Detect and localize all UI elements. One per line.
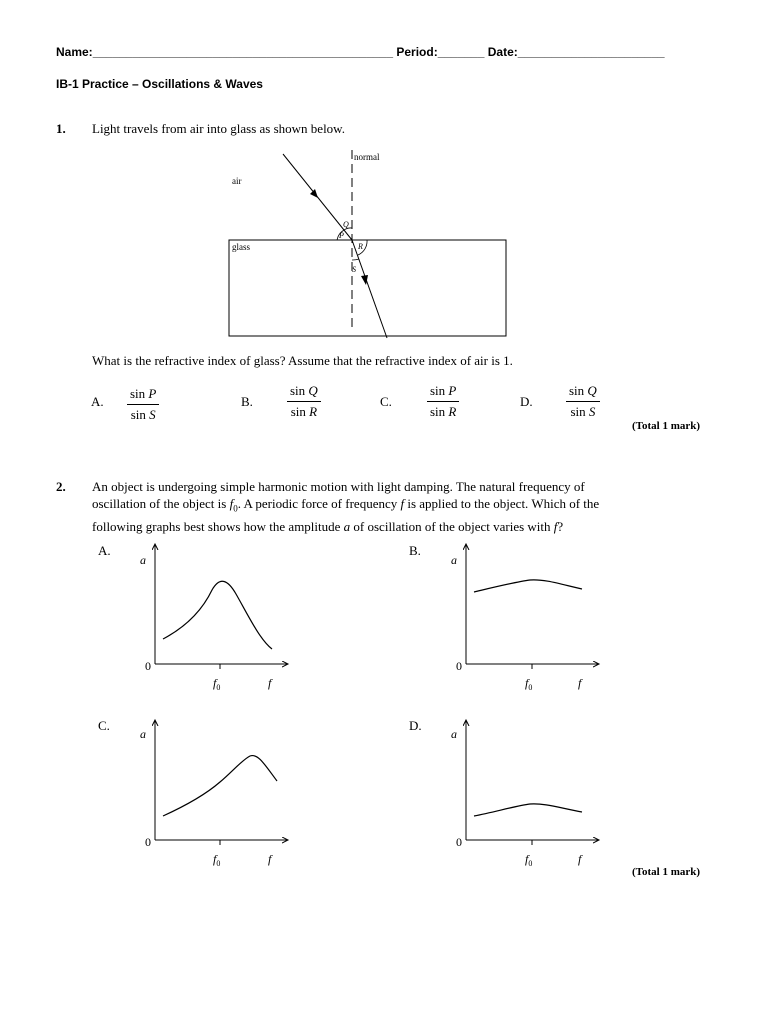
q1-option-d-den: sin S bbox=[570, 404, 596, 419]
date-blank: ______________________ bbox=[517, 45, 665, 59]
q2-text-line-2: oscillation of the object is $f_0$. A periodic force of frequency f is applied to the object. Which of the bbox=[92, 496, 600, 514]
graph-d-y-label: a bbox=[451, 727, 457, 741]
q2-graphs bbox=[0, 530, 768, 870]
graph-c-y-label: a bbox=[140, 727, 146, 741]
page-title: IB-1 Practice – Oscillations & Waves bbox=[56, 77, 263, 91]
date-label: Date: bbox=[484, 45, 518, 59]
normal-label: normal bbox=[354, 152, 380, 162]
refracted-ray bbox=[352, 240, 387, 338]
graph-a-origin: 0 bbox=[145, 659, 151, 673]
graph-c-curve bbox=[163, 756, 277, 816]
period-label: Period: bbox=[393, 45, 438, 59]
arc-s bbox=[352, 259, 359, 260]
name-blank: _____________________________________________ bbox=[92, 45, 394, 59]
q1-option-c-den: sin R bbox=[430, 404, 457, 419]
incident-arrow bbox=[310, 189, 318, 198]
graph-b-origin: 0 bbox=[456, 659, 462, 673]
graph-b-letter: B. bbox=[409, 543, 421, 558]
graph-b-curve bbox=[474, 580, 582, 592]
graph-b-x-label: f bbox=[578, 676, 582, 690]
graph-d-f0-label: $f_0$ bbox=[525, 852, 533, 868]
q1-option-b-num: sin Q bbox=[287, 383, 321, 402]
graph-c-letter: C. bbox=[98, 718, 110, 733]
q1-text: Light travels from air into glass as shown below. bbox=[92, 121, 345, 136]
q2-text-line-3: following graphs best shows how the amplitude a of oscillation of the object varies with f? bbox=[92, 518, 564, 534]
q1-option-a-fraction bbox=[127, 386, 159, 423]
graph-c-origin: 0 bbox=[145, 835, 151, 849]
graph-d-x-label: f bbox=[578, 852, 582, 866]
graph-b-y-label: a bbox=[451, 553, 457, 567]
graph-a-y-label: a bbox=[140, 553, 146, 567]
q2-text bbox=[92, 478, 652, 535]
refraction-diagram bbox=[0, 0, 768, 360]
graph-a-letter: A. bbox=[98, 543, 111, 558]
graph-a-x-label: f bbox=[268, 676, 272, 690]
graph-d-curve bbox=[474, 804, 582, 816]
graph-d-origin: 0 bbox=[456, 835, 462, 849]
graph-c-f0-label: $f_0$ bbox=[213, 852, 221, 868]
q1-number: 1. bbox=[56, 121, 66, 136]
refracted-arrow bbox=[361, 275, 368, 285]
glass-block bbox=[229, 240, 506, 336]
q1-option-b-den: sin R bbox=[290, 404, 318, 419]
q1-option-d-letter: D. bbox=[520, 394, 533, 409]
angle-q-label: Q bbox=[343, 220, 349, 229]
q1-option-d-num: sin Q bbox=[566, 383, 600, 402]
q1-option-b-letter: B. bbox=[241, 394, 253, 409]
q1-option-a-letter: A. bbox=[91, 394, 104, 409]
glass-label: glass bbox=[232, 242, 250, 252]
graph-c-x-label: f bbox=[268, 852, 272, 866]
period-blank: _______ bbox=[437, 45, 485, 59]
q1-question: What is the refractive index of glass? Assume that the refractive index of air is 1. bbox=[92, 353, 513, 368]
q2-number: 2. bbox=[56, 479, 66, 494]
angle-r-label: R bbox=[358, 242, 363, 251]
q1-option-c-letter: C. bbox=[380, 394, 392, 409]
graph-d-letter: D. bbox=[409, 718, 422, 733]
air-label: air bbox=[232, 176, 242, 186]
q1-option-c-num: sin P bbox=[427, 383, 459, 402]
q1-total-mark: (Total 1 mark) bbox=[632, 420, 701, 432]
q2-text-line-1: An object is undergoing simple harmonic motion with light damping. The natural frequency of bbox=[92, 479, 585, 494]
name-label: Name: bbox=[56, 45, 93, 59]
graph-a-curve bbox=[163, 581, 272, 649]
graph-d bbox=[409, 718, 599, 868]
graph-c bbox=[98, 718, 288, 868]
graph-a-f0-label: $f_0$ bbox=[213, 676, 221, 692]
angle-p-label: P bbox=[339, 231, 344, 240]
q2-total-mark: (Total 1 mark) bbox=[632, 866, 701, 878]
q1-option-d-fraction bbox=[566, 383, 600, 420]
graph-b bbox=[409, 543, 599, 692]
angle-s-label: S bbox=[352, 265, 356, 274]
q1-option-c-fraction bbox=[427, 383, 459, 420]
graph-a bbox=[98, 543, 288, 692]
graph-b-f0-label: $f_0$ bbox=[525, 676, 533, 692]
q1-option-a-num: sin P bbox=[127, 386, 159, 405]
q1-option-a-den: sin S bbox=[130, 407, 156, 422]
q1-option-b-fraction bbox=[287, 383, 321, 420]
